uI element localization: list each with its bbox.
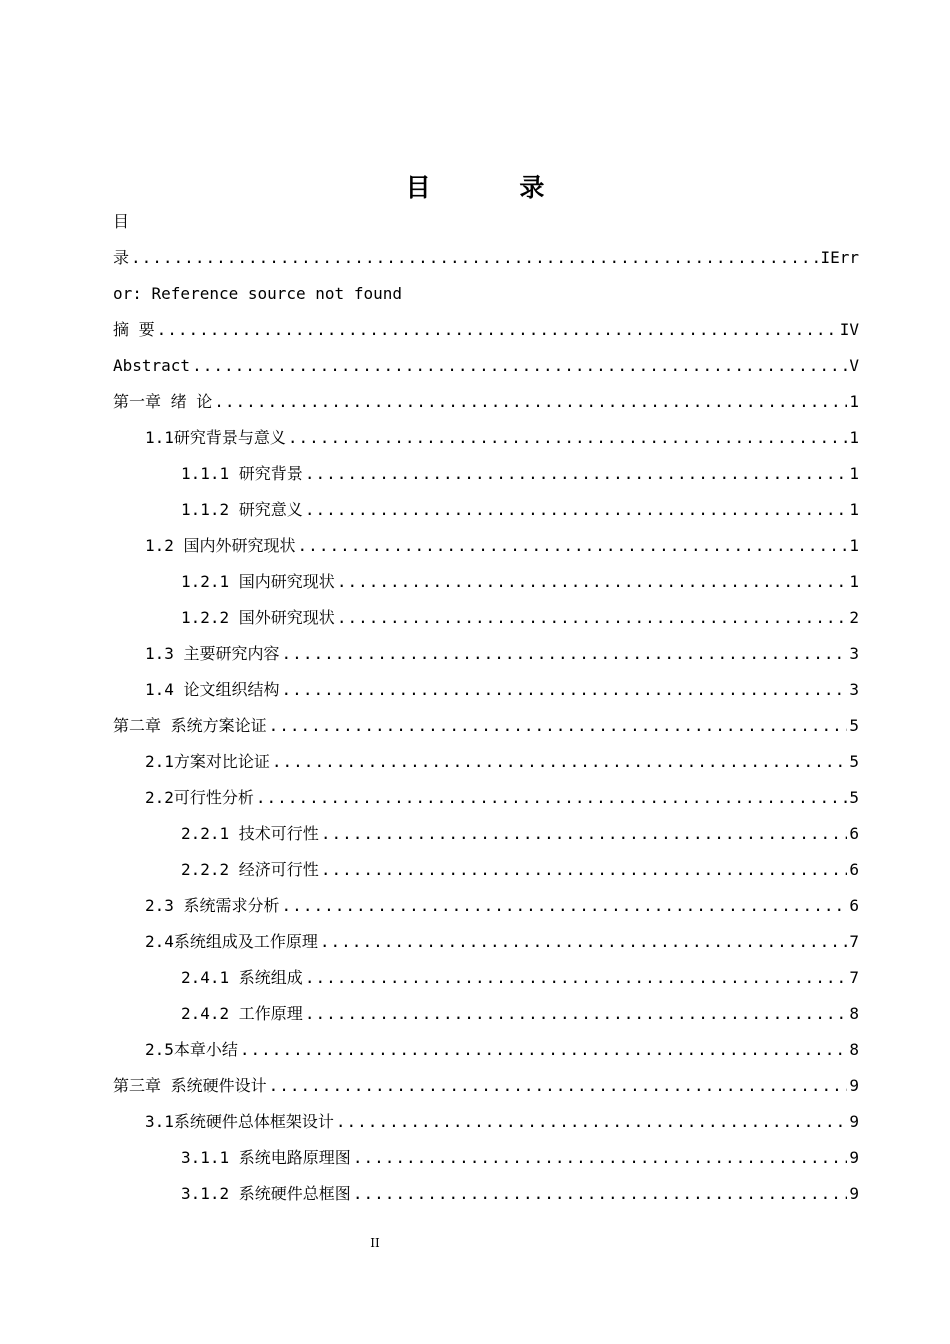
toc-entry-page: 1 (849, 572, 859, 591)
toc-entry[interactable] (113, 312, 859, 348)
toc-entry-page: 1 (849, 392, 859, 411)
toc-entry-text: 2.4系统组成及工作原理 (145, 932, 318, 951)
toc-entry-page: 5 (849, 752, 859, 771)
toc-entry-page: 9 (849, 1148, 859, 1167)
toc-error-line-1: 目 (113, 212, 130, 231)
toc-entry[interactable] (113, 852, 859, 888)
toc-entry-text: 1.3 主要研究内容 (145, 644, 280, 663)
toc-entry-text: 2.4.2 工作原理 (181, 1004, 303, 1023)
toc-entry-text: 1.1研究背景与意义 (145, 428, 286, 447)
toc-leader-dots (353, 1140, 848, 1176)
toc-entry[interactable] (113, 1140, 859, 1176)
toc-entry[interactable] (113, 384, 859, 420)
toc-entry-page: IV (839, 320, 859, 339)
toc-entry[interactable] (113, 780, 859, 816)
toc-leader-dots (282, 672, 848, 708)
toc-entry[interactable] (113, 492, 859, 528)
toc-entry[interactable] (113, 564, 859, 600)
toc-entry[interactable] (113, 636, 859, 672)
toc-entry-page: 6 (849, 860, 859, 879)
toc-leader-dots (240, 1032, 847, 1068)
toc-entry-page: 8 (849, 1004, 859, 1023)
toc-entry-text: 2.2.1 技术可行性 (181, 824, 319, 843)
toc-leader-dots (320, 924, 847, 960)
toc-leader-dots (157, 312, 838, 348)
toc-entry[interactable] (113, 708, 859, 744)
toc-leader-dots (269, 1068, 848, 1104)
toc-entry-page: 1 (849, 428, 859, 447)
table-of-contents (113, 204, 859, 1212)
toc-entry-text: 摘 要 (113, 320, 155, 339)
page-title: 目 录 (405, 173, 585, 202)
toc-entry-text: Abstract (113, 356, 191, 375)
toc-entry-text: 第二章 系统方案论证 (113, 716, 267, 735)
toc-leader-dots (298, 528, 848, 564)
toc-entry-text: 3.1.1 系统电路原理图 (181, 1148, 351, 1167)
toc-leader-dots (353, 1176, 848, 1212)
toc-entry-page: 6 (849, 896, 859, 915)
toc-error-line-2[interactable] (113, 240, 859, 276)
toc-entry-page: 8 (849, 1040, 859, 1059)
toc-error-line-3: or: Reference source not found (113, 284, 402, 303)
toc-entry-text: 3.1.2 系统硬件总框图 (181, 1184, 351, 1203)
toc-entry-page: 7 (849, 932, 859, 951)
toc-entry[interactable] (113, 1032, 859, 1068)
toc-entry[interactable] (113, 888, 859, 924)
toc-leader-dots (131, 240, 818, 276)
toc-entry[interactable] (113, 1068, 859, 1104)
page-number: II (370, 1236, 380, 1250)
toc-leader-dots (288, 420, 847, 456)
toc-entry-page: IErr (820, 248, 859, 267)
toc-entry[interactable] (113, 960, 859, 996)
toc-entry-text: 2.1方案对比论证 (145, 752, 270, 771)
toc-leader-dots (305, 492, 848, 528)
toc-leader-dots (282, 888, 848, 924)
toc-leader-dots (282, 636, 848, 672)
toc-leader-dots (305, 960, 848, 996)
toc-leader-dots (272, 744, 847, 780)
toc-entry[interactable] (113, 996, 859, 1032)
toc-entry-text: 录 (113, 248, 130, 267)
toc-entry-page: 5 (849, 716, 859, 735)
toc-entry[interactable] (113, 456, 859, 492)
toc-entry-page: 5 (849, 788, 859, 807)
toc-leader-dots (256, 780, 847, 816)
toc-entry-text: 1.2 国内外研究现状 (145, 536, 296, 555)
toc-leader-dots (337, 600, 848, 636)
toc-entry-page: 3 (849, 680, 859, 699)
toc-entry-text: 2.4.1 系统组成 (181, 968, 303, 987)
toc-entry-page: 6 (849, 824, 859, 843)
toc-entry[interactable] (113, 600, 859, 636)
toc-entry[interactable] (113, 1176, 859, 1212)
toc-leader-dots (269, 708, 848, 744)
toc-entry-page: 1 (849, 536, 859, 555)
toc-entry[interactable] (113, 672, 859, 708)
toc-entry-text: 1.1.2 研究意义 (181, 500, 303, 519)
toc-entry[interactable] (113, 348, 859, 384)
toc-leader-dots (192, 348, 847, 384)
toc-entry-text: 2.2.2 经济可行性 (181, 860, 319, 879)
toc-entry-page: 9 (849, 1112, 859, 1131)
toc-entry-page: 1 (849, 500, 859, 519)
toc-entry-page: 2 (849, 608, 859, 627)
toc-entry[interactable] (113, 744, 859, 780)
toc-entry-text: 1.1.1 研究背景 (181, 464, 303, 483)
toc-entry[interactable] (113, 924, 859, 960)
toc-entry-text: 3.1系统硬件总体框架设计 (145, 1112, 334, 1131)
toc-leader-dots (214, 384, 847, 420)
toc-leader-dots (305, 456, 848, 492)
toc-leader-dots (305, 996, 848, 1032)
toc-entry-text: 第一章 绪 论 (113, 392, 213, 411)
toc-leader-dots (337, 564, 848, 600)
toc-entry-text: 2.2可行性分析 (145, 788, 254, 807)
toc-entry-text: 2.3 系统需求分析 (145, 896, 280, 915)
toc-leader-dots (321, 852, 848, 888)
toc-entry-text: 2.5本章小结 (145, 1040, 238, 1059)
toc-entry-page: 1 (849, 464, 859, 483)
toc-entry-text: 1.2.2 国外研究现状 (181, 608, 335, 627)
toc-entry-text: 1.4 论文组织结构 (145, 680, 280, 699)
toc-entry[interactable] (113, 528, 859, 564)
toc-entry-page: 9 (849, 1184, 859, 1203)
toc-entry-page: 7 (849, 968, 859, 987)
toc-entry-page: 3 (849, 644, 859, 663)
toc-leader-dots (336, 1104, 847, 1140)
toc-entry[interactable] (113, 816, 859, 852)
toc-entry[interactable] (113, 1104, 859, 1140)
toc-entry-text: 第三章 系统硬件设计 (113, 1076, 267, 1095)
toc-entry-page: V (849, 356, 859, 375)
toc-leader-dots (321, 816, 848, 852)
toc-entry-page: 9 (849, 1076, 859, 1095)
toc-entry[interactable] (113, 420, 859, 456)
toc-entry-text: 1.2.1 国内研究现状 (181, 572, 335, 591)
